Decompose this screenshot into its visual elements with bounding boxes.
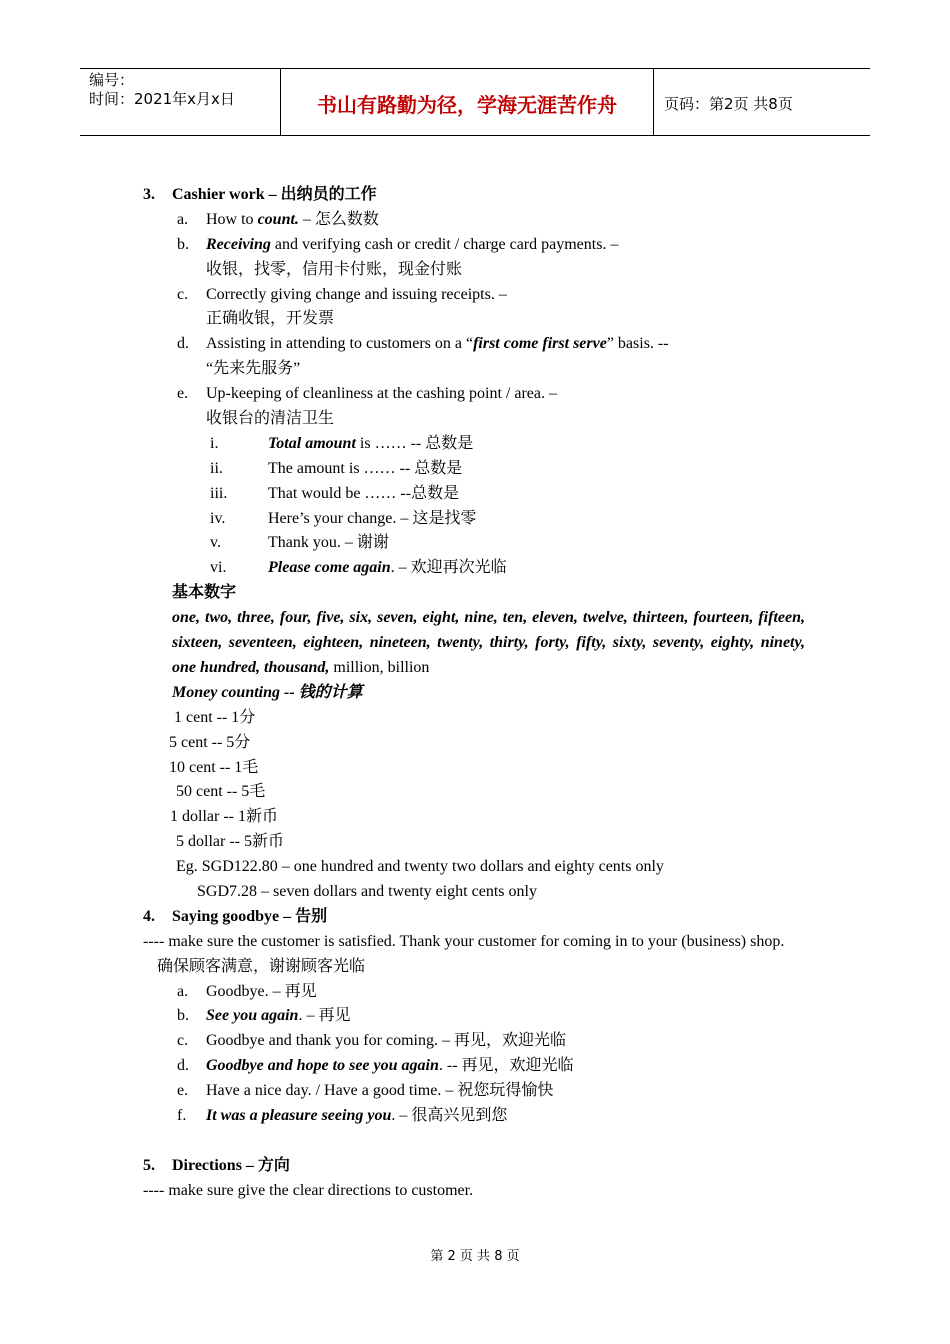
- list-item: [143, 1104, 805, 1129]
- page-footer: 第 2 页 共 8 页: [430, 1249, 520, 1264]
- emphasis-text: Total amount: [268, 434, 356, 452]
- list-text: Up-keeping of cleanliness at the cashing point / area. –: [206, 385, 557, 403]
- list-letter: b.: [177, 235, 189, 253]
- section-4-heading: [143, 905, 805, 930]
- list-item: [143, 332, 805, 357]
- roman-numeral: iv.: [210, 509, 226, 527]
- section-4-intro-translation: 确保顾客满意，谢谢顾客光临: [157, 957, 366, 975]
- phrase-item: [143, 556, 805, 581]
- list-text: Goodbye and thank you for coming. – 再见，欢迎光临: [206, 1032, 566, 1050]
- money-heading: Money counting -- 钱的计算: [172, 683, 363, 701]
- list-item: [143, 208, 805, 233]
- roman-numeral: ii.: [210, 459, 223, 477]
- section-number: 3.: [143, 186, 155, 203]
- list-text: Have a nice day. / Have a good time. – 祝您玩得愉快: [206, 1082, 554, 1100]
- numbers-list: one, two, three, four, five, six, seven, eight, nine, ten, eleven, twelve, thirteen, fourteen, fifteen, sixteen, seventeen, eighteen, nineteen, twenty, thirty, forty, fifty, sixty, seventy, eighty, ninety, one hundred, thousand,: [172, 609, 805, 676]
- header-info-cell: [80, 69, 281, 135]
- section-number: 4.: [143, 907, 155, 925]
- numbers-heading: 基本数字: [172, 584, 237, 602]
- numbers-paragraph: [143, 606, 805, 681]
- emphasis-text: It was a pleasure seeing you: [206, 1107, 392, 1125]
- list-text: ” basis. --: [606, 335, 669, 353]
- list-item: [143, 980, 805, 1005]
- roman-numeral: vi.: [210, 559, 227, 577]
- section-title: Cashier work – 出纳员的工作: [172, 186, 377, 203]
- list-text: Assisting in attending to customers on a “: [206, 335, 474, 353]
- header-motto: 书山有路勤为径，学海无涯苦作舟: [281, 69, 654, 135]
- money-row: 1 cent -- 1分: [174, 708, 256, 726]
- list-text: . – 很高兴见到您: [391, 1107, 508, 1125]
- section-number: 5.: [143, 1156, 155, 1174]
- phrase-text: Thank you. – 谢谢: [268, 534, 389, 552]
- document-header: [80, 68, 870, 136]
- list-item-translation: 收银台的清洁卫生: [206, 410, 335, 428]
- list-letter: a.: [177, 210, 189, 228]
- section-5-heading: [143, 1154, 805, 1179]
- phrase-text: Here’s your change. – 这是找零: [268, 509, 477, 527]
- list-letter: a.: [177, 982, 189, 1000]
- list-item-translation: “先来先服务”: [206, 360, 301, 378]
- money-example: SGD7.28 – seven dollars and twenty eight cents only: [197, 882, 537, 900]
- money-row: 5 dollar -- 5新币: [176, 833, 284, 851]
- list-item-translation: 正确收银，开发票: [206, 310, 335, 328]
- emphasis-text: Receiving: [206, 235, 271, 253]
- money-row: 50 cent -- 5毛: [176, 783, 266, 801]
- list-text: . -- 再见，欢迎光临: [438, 1057, 574, 1075]
- section-3-heading: [143, 183, 805, 208]
- roman-numeral: v.: [210, 534, 221, 552]
- section-title: Saying goodbye – 告别: [172, 907, 328, 925]
- list-item-translation: 收银，找零，信用卡付账，现金付账: [206, 260, 463, 278]
- list-letter: f.: [177, 1107, 187, 1125]
- list-text: . – 再见: [298, 1007, 351, 1025]
- emphasis-text: See you again: [206, 1007, 299, 1025]
- list-text: Correctly giving change and issuing receipts. –: [206, 285, 507, 303]
- list-letter: d.: [177, 1057, 189, 1075]
- list-item: [143, 382, 805, 407]
- money-row: 1 dollar -- 1新币: [170, 808, 278, 826]
- list-text: and verifying cash or credit / charge card payments. –: [270, 235, 619, 253]
- money-example: Eg. SGD122.80 – one hundred and twenty two dollars and eighty cents only: [176, 858, 664, 876]
- document-body: [143, 183, 805, 1204]
- list-item: [143, 1054, 805, 1079]
- list-item: [143, 1079, 805, 1104]
- phrase-item: [143, 432, 805, 457]
- phrase-item: [143, 482, 805, 507]
- list-text: How to: [206, 210, 258, 228]
- list-item: [143, 1029, 805, 1054]
- emphasis-text: first come first serve: [473, 335, 607, 353]
- emphasis-text: Goodbye and hope to see you again: [206, 1057, 439, 1075]
- list-item: [143, 1004, 805, 1029]
- list-text: Goodbye. – 再见: [206, 982, 317, 1000]
- list-letter: d.: [177, 335, 189, 353]
- phrase-text: is …… -- 总数是: [355, 434, 474, 452]
- list-letter: e.: [177, 1082, 189, 1100]
- header-number-label: 编号：: [89, 71, 135, 89]
- phrase-text: That would be …… --总数是: [268, 484, 460, 502]
- phrase-text: The amount is …… -- 总数是: [268, 459, 463, 477]
- money-row: 10 cent -- 1毛: [169, 758, 259, 776]
- list-letter: c.: [177, 1032, 189, 1050]
- list-letter: e.: [177, 385, 189, 403]
- phrase-item: [143, 457, 805, 482]
- phrase-item: [143, 531, 805, 556]
- header-time-label: 时间：2021年x月x日: [89, 90, 235, 108]
- phrase-text: . – 欢迎再次光临: [390, 559, 507, 577]
- blank-line: [143, 1129, 805, 1154]
- section-4-intro: ---- make sure the customer is satisfied. Thank your customer for coming in to your (business) shop.: [143, 932, 785, 950]
- list-letter: b.: [177, 1007, 189, 1025]
- list-item: [143, 233, 805, 258]
- phrase-item: [143, 507, 805, 532]
- list-text: – 怎么数数: [298, 210, 379, 228]
- roman-numeral: i.: [210, 434, 219, 452]
- emphasis-text: Please come again: [268, 559, 391, 577]
- section-title: Directions – 方向: [172, 1156, 290, 1174]
- header-page-info: 页码：第2页 共8页: [664, 95, 793, 113]
- numbers-tail: million, billion: [329, 658, 430, 676]
- roman-numeral: iii.: [210, 484, 228, 502]
- emphasis-text: count.: [257, 210, 299, 228]
- list-item: [143, 283, 805, 308]
- section-5-intro: ---- make sure give the clear directions to customer.: [143, 1181, 474, 1199]
- list-letter: c.: [177, 285, 189, 303]
- money-row: 5 cent -- 5分: [169, 733, 251, 751]
